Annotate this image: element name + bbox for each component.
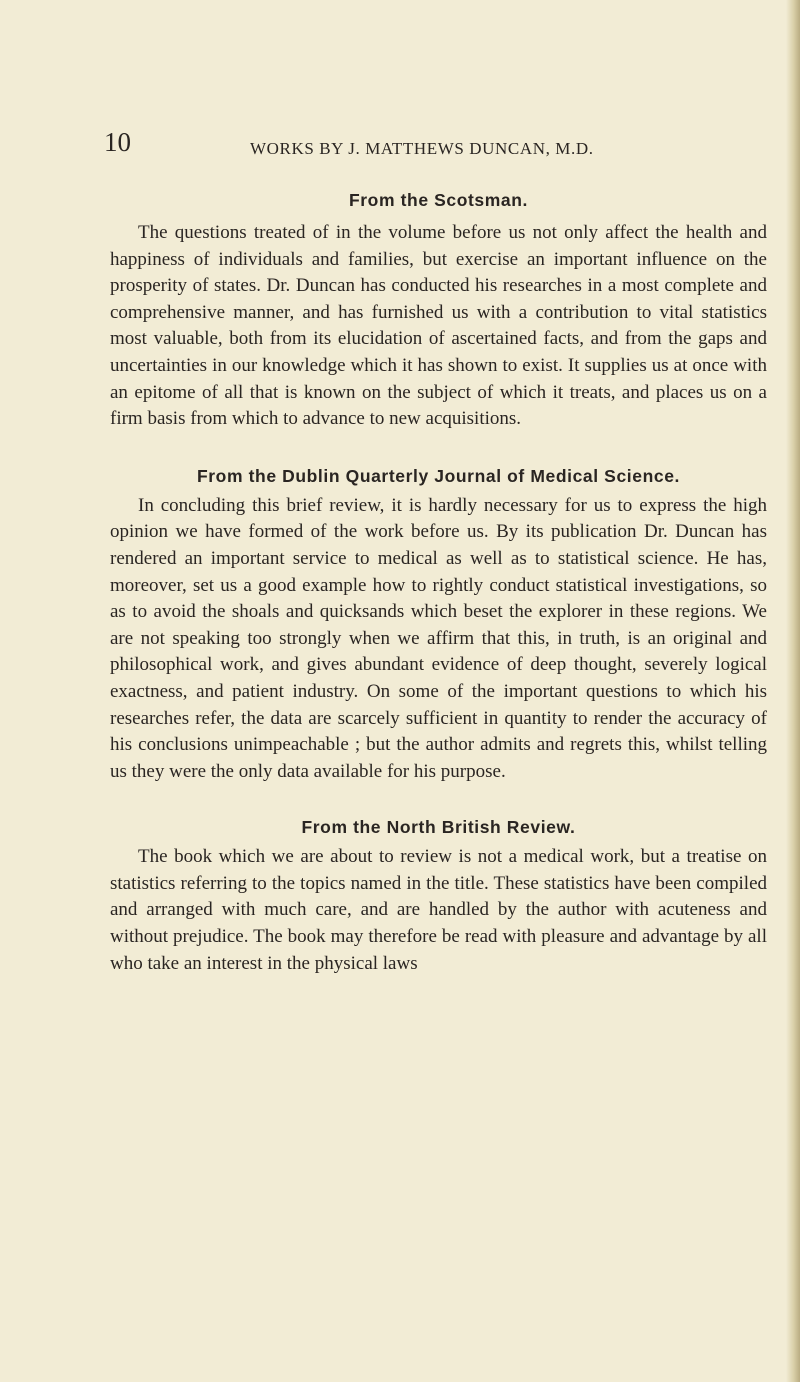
- page-edge-shadow: [786, 0, 800, 1382]
- section-heading-scotsman: From the Scotsman.: [348, 190, 529, 210]
- page-number: 10: [104, 127, 131, 157]
- section-text-dublin-quarterly: In concluding this brief review, it is hardly necessary for us to express the high opinion we have formed of the work before us. By its publication Dr. Duncan has rendered an important service to medical as well as to statistical science. He has, moreover, set us a good example how to rightly conduct statistical investigations, so as to avoid the shoals and quicksands which beset the explorer in these regions. We are not speaking too strongly when we affirm that this, in truth, is an original and philosophical work, and gives abundant evidence of deep thought, severely logical exactness, and patient industry. On some of the important questions to which his researches refer, the data are scarcely sufficient in quantity to render the accuracy of his conclusions unimpeachable ; but the author admits and regrets this, whilst telling us they were the only data available for his purpose.: [110, 494, 767, 782]
- section-text-north-british-review: The book which we are about to review is not a medical work, but a treatise on statistics referring to the topics named in the title. These statistics have been compiled and arranged with much care, and are handled by the author with acuteness and without prejudice. The book may therefore be read with pleasure and advantage by all who take an interest in the physical laws: [110, 846, 767, 974]
- page-body: [110, 187, 767, 977]
- section-heading-dublin-quarterly: From the Dublin Quarterly Journal of Medical Science.: [196, 465, 680, 486]
- section-heading-north-british-review: From the North British Review.: [301, 817, 576, 838]
- running-title: WORKS BY J. MATTHEWS DUNCAN, M.D.: [250, 139, 594, 158]
- section-text-scotsman: The questions treated of in the volume before us not only affect the health and happiness of individuals and families, but exercise an important influence on the prosperity of states. Dr. Duncan has conducted his researches in a most complete and comprehensive manner, and has furnished us with a contribution to vital statistics most valuable, both from its elucidation of ascertained facts, and from the gaps and uncertainties in our knowledge which it has shown to exist. It supplies us at once with an epitome of all that is known on the subject of which it treats, and places us on a firm basis from which to advance to new acquisitions.: [110, 222, 767, 430]
